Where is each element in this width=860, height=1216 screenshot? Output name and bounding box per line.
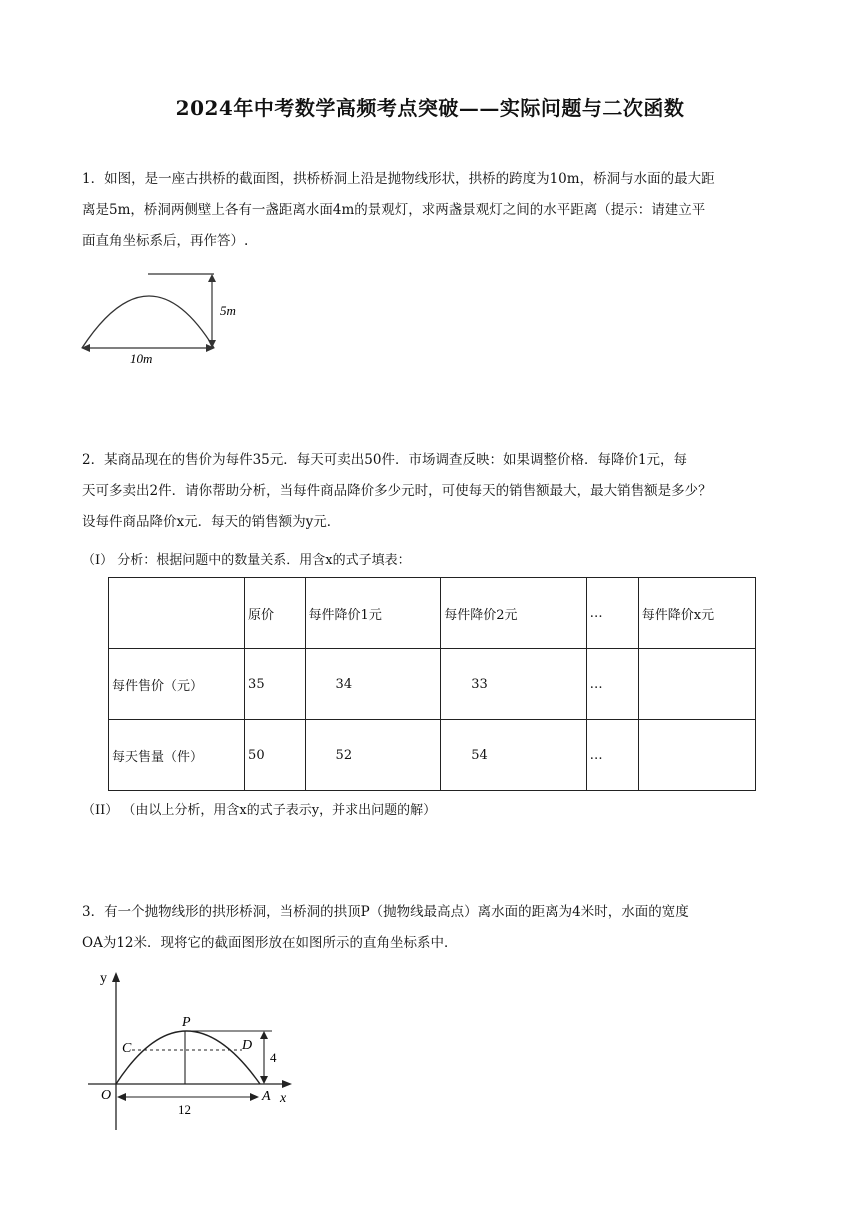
table-cell: 每件降价x元	[638, 578, 755, 649]
q3-line: 3．有一个抛物线形的拱形桥洞，当桥洞的拱顶P（抛物线最高点）离水面的距离为4米时，水面的宽度	[82, 904, 689, 920]
table-cell	[109, 578, 245, 649]
table-row	[109, 578, 756, 649]
table-cell: 每天售量（件）	[109, 720, 245, 791]
table-cell	[638, 720, 755, 791]
q1-line: 离是5m，桥洞两侧壁上各有一盏距离水面4m的景观灯，求两盏景观灯之间的水平距离（提示：请建立平	[82, 202, 706, 218]
q3-d-label: D	[242, 1038, 253, 1053]
q2-pricing-table	[108, 577, 756, 791]
table-cell: 每件降价1元	[305, 578, 441, 649]
table-cell: …	[586, 578, 638, 649]
q1-arrowhead	[208, 274, 216, 282]
q3-coordinate-figure	[88, 964, 318, 1134]
q3-x-label: x	[280, 1091, 287, 1106]
q3-width-label: 12	[178, 1102, 191, 1117]
table-row	[109, 649, 756, 720]
q3-arrowhead	[260, 1031, 268, 1039]
q3-arrowhead	[112, 972, 120, 982]
table-cell: 每件降价2元	[441, 578, 586, 649]
q3-line: OA为12米．现将它的截面图形放在如图所示的直角坐标系中．	[82, 935, 458, 951]
q3-a-label: A	[262, 1089, 271, 1104]
page-title: 2024年中考数学高频考点突破——实际问题与二次函数	[175, 96, 685, 120]
q3-arrowhead	[282, 1080, 292, 1088]
q3-arrowhead	[250, 1093, 259, 1101]
question-1-text	[82, 164, 782, 257]
q3-origin-label: O	[101, 1088, 112, 1103]
table-cell: 每件售价（元）	[109, 649, 245, 720]
table-cell: 50	[245, 720, 306, 791]
q2-part-1: （I） 分析：根据问题中的数量关系．用含x的式子填表：	[82, 553, 411, 568]
table-cell: 52	[305, 720, 441, 791]
q1-span-label: 10m	[130, 351, 153, 366]
q1-line: 面直角坐标系后，再作答）.	[82, 233, 249, 249]
table-cell: 33	[441, 649, 586, 720]
table-cell	[638, 649, 755, 720]
question-3-text	[82, 897, 782, 959]
table-cell: …	[586, 649, 638, 720]
q1-bridge-figure	[78, 268, 248, 368]
table-cell: 原价	[245, 578, 306, 649]
q2-line: 设每件商品降价x元．每天的销售额为y元．	[82, 514, 341, 530]
q3-p-label: P	[182, 1015, 191, 1030]
q2-line: 天可多卖出2件．请你帮助分析，当每件商品降价多少元时，可使每天的销售额最大，最大销售额是多少？	[82, 483, 712, 499]
q1-arch-curve	[82, 296, 214, 348]
q1-arrowhead	[81, 344, 90, 352]
table-cell: 35	[245, 649, 306, 720]
question-2-text	[82, 445, 782, 538]
q3-height-label: 4	[270, 1050, 277, 1065]
q3-parabola	[116, 1031, 260, 1084]
q1-arrowhead	[206, 344, 215, 352]
q3-y-label: y	[100, 971, 107, 986]
q3-arrowhead	[260, 1076, 268, 1084]
table-cell: …	[586, 720, 638, 791]
q1-height-label: 5m	[220, 303, 236, 318]
q3-c-label: C	[122, 1041, 132, 1056]
table-cell: 34	[305, 649, 441, 720]
q1-line: 1．如图，是一座古拱桥的截面图，拱桥桥洞上沿是抛物线形状，拱桥的跨度为10m，桥洞与水面的最大距	[82, 171, 715, 187]
q2-part-2: （II） （由以上分析，用含x的式子表示y，并求出问题的解）	[82, 803, 437, 818]
q3-arrowhead	[117, 1093, 126, 1101]
table-cell: 54	[441, 720, 586, 791]
table-row	[109, 720, 756, 791]
q2-line: 2．某商品现在的售价为每件35元．每天可卖出50件．市场调查反映：如果调整价格．每降价1元，每	[82, 452, 688, 468]
